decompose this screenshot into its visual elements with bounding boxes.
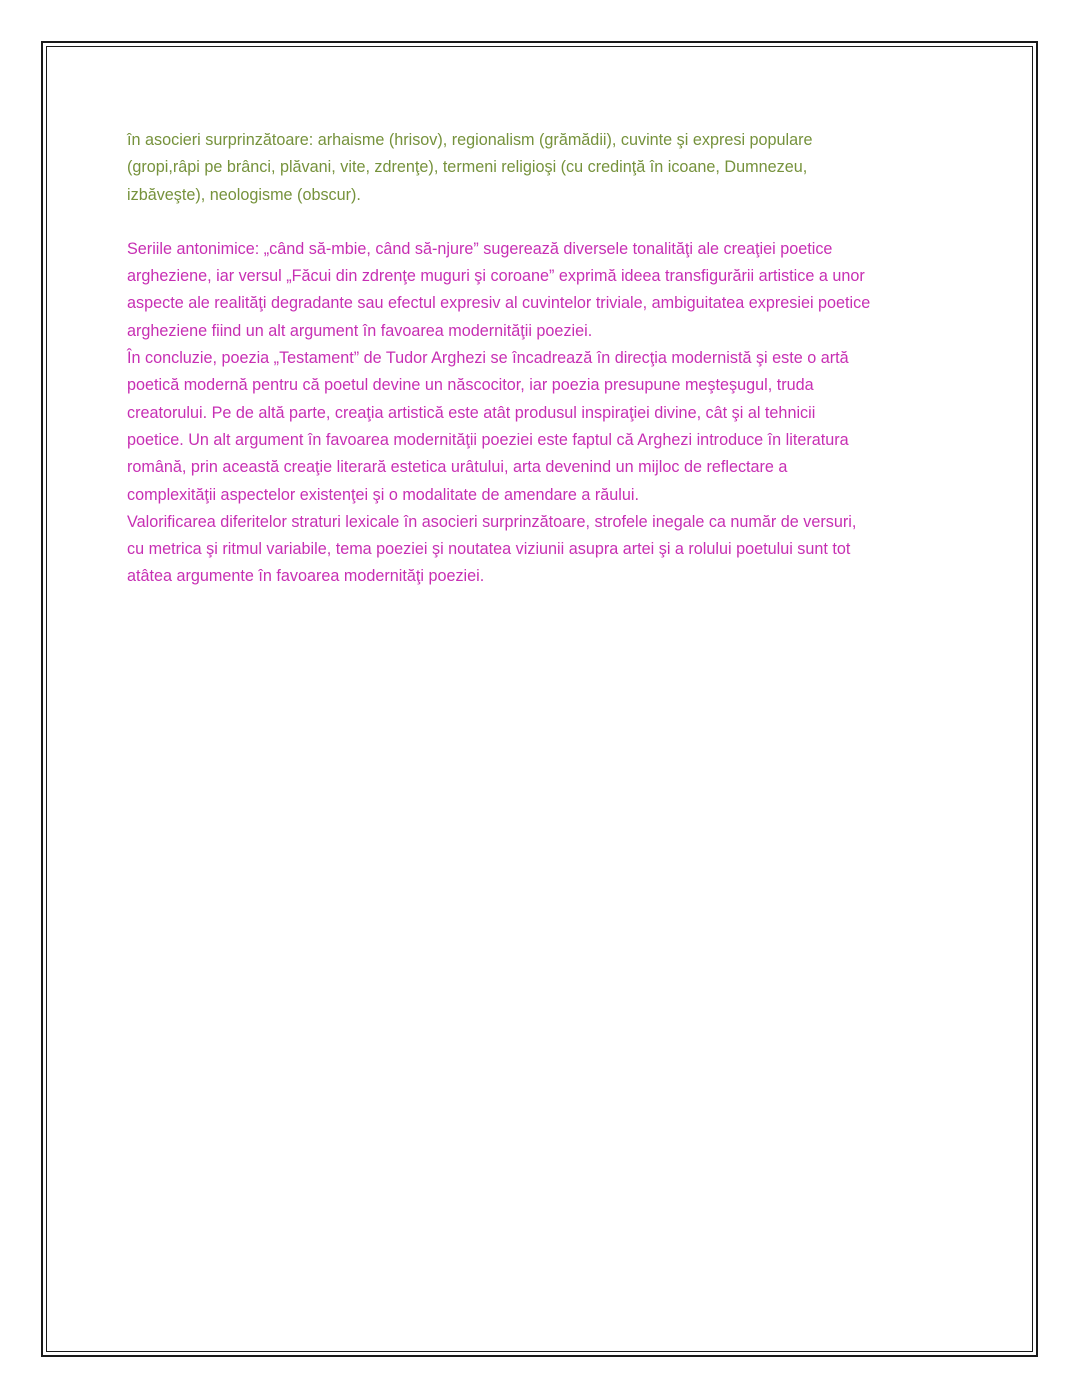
text-line: aspecte ale realităţi degradante sau efectul expresiv al cuvintelor triviale, ambiguitatea expresiei poetice: [127, 294, 871, 313]
text-line: argheziene, iar versul „Făcui din zdrenţe muguri şi coroane” exprimă ideea transfigurării artistice a unor: [127, 267, 865, 286]
document-body: [127, 127, 967, 591]
text-line: cu metrica şi ritmul variabile, tema poeziei şi noutatea viziunii asupra artei şi a rolului poetului sunt tot: [127, 540, 851, 559]
paragraph-spacer: [127, 209, 967, 236]
paragraph-antonymic-series: [127, 236, 967, 345]
paragraph-final-arguments: [127, 509, 967, 591]
text-line: atâtea argumente în favoarea modernităţi poeziei.: [127, 567, 485, 586]
text-line: (gropi,râpi pe brânci, plăvani, vite, zdrenţe), termeni religioşi (cu credinţă în icoane, Dumnezeu,: [127, 158, 808, 177]
paragraph-lexical-layers: [127, 127, 967, 209]
text-line: poetică modernă pentru că poetul devine un născocitor, iar poezia presupune meşteşugul, truda: [127, 376, 814, 395]
text-line: Seriile antonimice: „când să-mbie, când să-njure” sugerează diversele tonalităţi ale creaţiei poetice: [127, 239, 833, 258]
text-line: complexităţii aspectelor existenţei şi o modalitate de amendare a răului.: [127, 485, 639, 504]
text-line: poetice. Un alt argument în favoarea modernităţii poeziei este faptul că Arghezi introduce în literatura: [127, 430, 849, 449]
text-line: română, prin această creaţie literară estetica urâtului, arta devenind un mijloc de reflectare a: [127, 458, 788, 477]
paragraph-conclusion: [127, 345, 967, 509]
text-line: Valorificarea diferitelor straturi lexicale în asocieri surprinzătoare, strofele inegale ca număr de versuri,: [127, 512, 857, 531]
text-line: izbăveşte), neologisme (obscur).: [127, 185, 361, 204]
text-line: argheziene fiind un alt argument în favoarea modernităţii poeziei.: [127, 321, 593, 340]
text-line: creatorului. Pe de altă parte, creaţia artistică este atât produsul inspiraţiei divine, cât şi al tehnicii: [127, 403, 816, 422]
text-line: în asocieri surprinzătoare: arhaisme (hrisov), regionalism (grămădii), cuvinte şi expresi populare: [127, 131, 813, 149]
text-line: În concluzie, poezia „Testament” de Tudor Arghezi se încadrează în direcţia modernistă şi este o artă: [127, 349, 849, 368]
